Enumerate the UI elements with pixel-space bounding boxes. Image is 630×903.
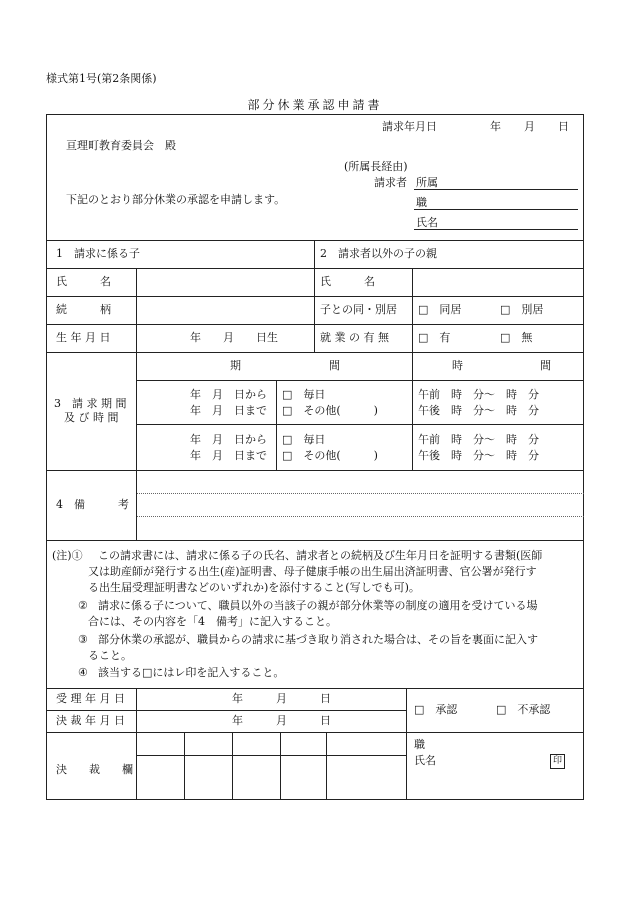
decision-date-value: 年 月 日 [232,714,331,727]
statement: 下記のとおり部分休業の承認を申請します。 [66,193,286,206]
approver-position-label: 職 [414,738,425,751]
period1-pm: 午後 時 分～ 時 分 [418,404,539,417]
note4-prefix: ④ [78,666,88,679]
via-label: (所属長経由) [344,160,408,173]
approver-name-label: 氏名 [414,754,436,767]
request-date-label: 請求年月日 [382,120,437,133]
decision-date-label: 決 裁 年 月 日 [56,714,125,727]
cohabit-option-together[interactable]: □ 同居 [418,303,462,316]
decision-column-label: 決 裁 欄 [56,763,133,776]
form-number: 様式第1号(第2条関係) [46,72,157,85]
section3-heading-line2: 及 び 時 間 [64,411,119,424]
period2-daily-option[interactable]: □ 毎日 [282,433,326,446]
section3-heading-line1: 3 請 求 期 間 [54,397,127,410]
period2-from: 年 月 日から [190,433,267,446]
reject-option[interactable]: □ 不承認 [496,703,551,716]
child-name-label: 氏 名 [56,275,111,288]
period-header: 期 間 [230,359,340,372]
period2-pm: 午後 時 分～ 時 分 [418,449,539,462]
position-label: 職 [416,196,427,209]
request-year: 年 [490,120,501,133]
seal-mark: 印 [550,754,565,769]
receipt-date-value: 年 月 日 [232,692,331,705]
period2-to: 年 月 日まで [190,449,267,462]
note1-line3: る出生届受理証明書などのいずれか)を添付すること(写しでも可)。 [88,581,420,594]
period1-am: 午前 時 分～ 時 分 [418,388,539,401]
note1-line1: この請求書には、請求に係る子の氏名、請求者との続柄及び生年月日を証明する書類(医師 [98,549,543,562]
request-day: 日 [558,120,569,133]
note4-line1: 該当する□にはレ印を記入すること。 [98,666,285,679]
name-label: 氏名 [416,216,438,229]
period1-other-option[interactable]: □ その他( ) [282,404,378,417]
employment-option-no[interactable]: □ 無 [500,331,533,344]
birth-value: 年 月 日生 [190,331,278,344]
note2-line1: 請求に係る子について、職員以外の当該子の親が部分休業等の制度の適用を受けている場 [98,599,538,612]
remarks-heading: 4 備 考 [56,498,129,511]
note2-line2: 合には、その内容を「4 備考」に記入すること。 [88,615,337,628]
addressee: 亘理町教育委員会 殿 [66,139,176,152]
receipt-date-label: 受 理 年 月 日 [56,692,125,705]
period1-from: 年 月 日から [190,388,267,401]
period2-other-option[interactable]: □ その他( ) [282,449,378,462]
employment-label: 就 業 の 有 無 [320,331,389,344]
parent-name-label: 氏 名 [320,275,375,288]
affiliation-label: 所属 [416,176,438,189]
approve-option[interactable]: □ 承認 [414,703,458,716]
period2-am: 午前 時 分～ 時 分 [418,433,539,446]
note3-line2: ること。 [88,649,132,662]
time-header: 時 間 [452,359,551,372]
requester-label: 請求者 [374,176,407,189]
relation-label: 続 柄 [56,303,111,316]
note2-prefix: ② [78,599,88,612]
section1-heading: 1 請求に係る子 [56,247,140,260]
note1-line2: 又は助産師が発行する出生(産)証明書、母子健康手帳の出生届出済証明書、官公署が発行す [88,565,537,578]
note3-line1: 部分休業の承認が、職員からの請求に基づき取り消された場合は、その旨を裏面に記入す [98,633,538,646]
birth-label: 生 年 月 日 [56,331,111,344]
note1-prefix: (注)① [52,549,83,562]
employment-option-yes[interactable]: □ 有 [418,331,451,344]
section2-heading: 2 請求者以外の子の親 [320,247,437,260]
form-title: 部分休業承認申請書 [247,98,383,112]
period1-to: 年 月 日まで [190,404,267,417]
cohabit-label: 子との同・別居 [320,303,397,316]
cohabit-option-separate[interactable]: □ 別居 [500,303,544,316]
note3-prefix: ③ [78,633,88,646]
request-month: 月 [524,120,535,133]
period1-daily-option[interactable]: □ 毎日 [282,388,326,401]
